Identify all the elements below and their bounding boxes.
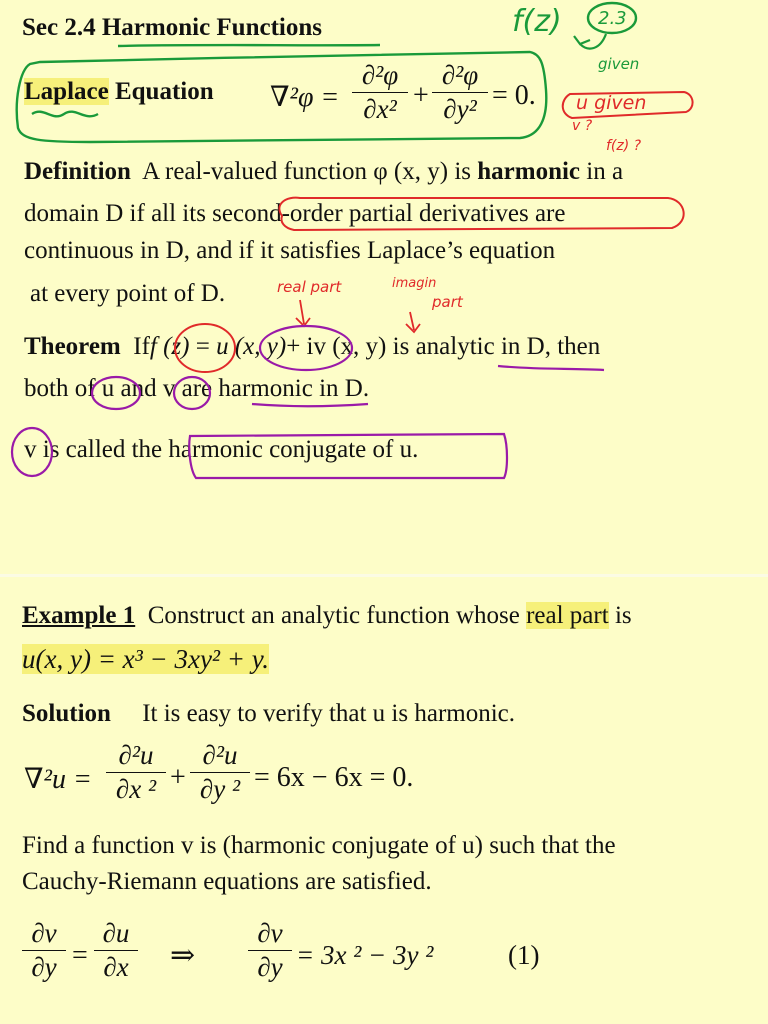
- note-real-part: real part: [277, 278, 342, 296]
- note-ref-number: 2.3: [598, 8, 627, 29]
- definition-line-2: domain D if all its second-order partial derivatives are: [24, 200, 566, 227]
- note-imag-part-2: part: [432, 293, 463, 311]
- harmonic-term: harmonic: [477, 158, 581, 185]
- solution-label: Solution: [22, 700, 111, 727]
- equation-label: Equation: [114, 78, 214, 105]
- laplace-plus: +: [413, 80, 429, 111]
- laplacian-plus: +: [170, 762, 186, 793]
- cr-rhs: = 3x ² − 3y ²: [296, 940, 434, 970]
- laplace-frac-1: ∂²φ ∂x²: [352, 60, 408, 125]
- laplace-rhs: = 0.: [492, 80, 536, 111]
- note-fz-question: f(z) ?: [606, 138, 642, 154]
- f-of-z: f (z): [149, 333, 190, 360]
- u-of-xy: u (x, y): [216, 333, 287, 360]
- laplacian-frac-2: ∂²u ∂y ²: [190, 740, 250, 805]
- find-line-2: Cauchy-Riemann equations are satisfied.: [22, 868, 432, 895]
- laplacian-u-lhs: ∇²u =: [24, 764, 92, 795]
- note-u-given: u given: [576, 92, 647, 114]
- real-part-highlight: real part: [526, 602, 609, 629]
- laplacian-frac-1: ∂²u ∂x ²: [106, 740, 166, 805]
- note-given: given: [598, 55, 640, 73]
- find-line-1: Find a function v is (harmonic conjugate of u) such that the: [22, 832, 616, 859]
- definition-line-4: at every point of D.: [30, 280, 226, 307]
- example-function: u(x, y) = x³ − 3xy² + y.: [22, 644, 269, 674]
- harmonic-term-2: harmonic: [218, 375, 313, 402]
- harmonic-underline: [252, 404, 368, 406]
- theorem-line-1: Theorem Iff (z) = u (x, y)+ iv (x, y) is analytic in D, then: [24, 333, 601, 360]
- imag-part-arrow: [406, 312, 420, 332]
- second-order-derivatives: second-order partial derivatives: [212, 200, 529, 227]
- ref-arrow: [574, 34, 606, 49]
- analytic-term: analytic: [415, 333, 495, 360]
- laplace-lhs: ∇²φ =: [270, 82, 340, 113]
- cr-implies-arrow: ⇒: [170, 939, 196, 972]
- definition-line-1: Definition A real-valued function φ (x, y) is harmonic in a: [24, 158, 624, 185]
- note-imag-part-1: imagin: [392, 276, 437, 291]
- cr-frac-2: ∂u ∂x: [94, 918, 138, 983]
- section-title: Sec 2.4 Harmonic Functions: [22, 14, 322, 41]
- real-part-arrow: [296, 300, 310, 326]
- note-v-question: v ?: [572, 118, 593, 134]
- cr-frac-1: ∂v ∂y: [22, 918, 66, 983]
- conjugate-line: v is called the harmonic conjugate of u.: [24, 436, 419, 463]
- theorem-line-2: both of u and v are harmonic in D.: [24, 375, 370, 402]
- solution-line: Solution It is easy to verify that u is harmonic.: [22, 700, 516, 727]
- harmonic-conjugate-box: harmonic conjugate of u.: [168, 436, 419, 463]
- slide-divider: [0, 574, 768, 577]
- laplace-label: Laplace: [24, 78, 109, 105]
- note-f-of-z: f(z): [512, 4, 562, 39]
- laplace-squiggle: [32, 112, 98, 117]
- theorem-label: Theorem: [24, 333, 121, 360]
- example-line: Example 1 Construct an analytic function whose real part is: [22, 602, 632, 629]
- laplace-frac-2: ∂²φ ∂y²: [432, 60, 488, 125]
- laplacian-rhs: = 6x − 6x = 0.: [254, 762, 414, 793]
- example-label: Example 1: [22, 602, 136, 629]
- equation-number: (1): [508, 940, 540, 970]
- cr-eq: =: [72, 940, 88, 971]
- cr-frac-3: ∂v ∂y: [248, 918, 292, 983]
- definition-label: Definition: [24, 158, 131, 185]
- title-underline: [118, 45, 380, 46]
- analytic-underline: [498, 366, 604, 370]
- definition-line-3: continuous in D, and if it satisfies Laplace’s equation: [24, 237, 556, 264]
- laplace-heading: [24, 78, 214, 106]
